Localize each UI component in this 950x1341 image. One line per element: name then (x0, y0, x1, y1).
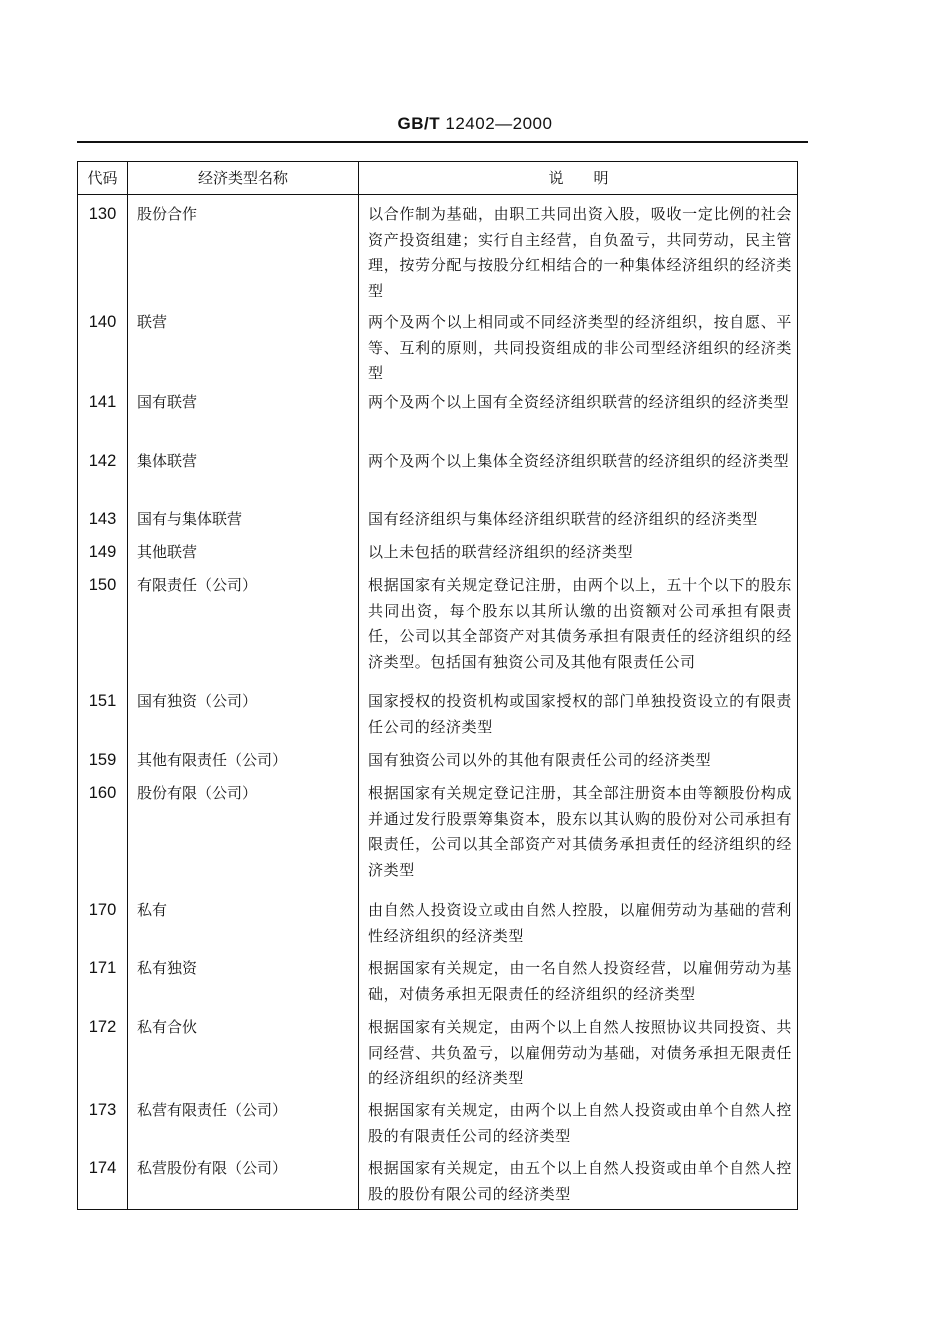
column-divider-name (358, 161, 359, 1210)
row-code: 149 (88, 543, 117, 561)
column-header-code: 代码 (87, 169, 118, 187)
standard-header (0, 114, 950, 134)
row-code: 150 (88, 576, 117, 594)
row-desc: 两个及两个以上相同或不同经济类型的经济组织，按自愿、平等、互利的原则，共同投资组成的非公司型经济组织的经济类型 (368, 313, 792, 382)
standard-prefix: GB/T (397, 114, 441, 133)
row-code: 174 (88, 1159, 117, 1177)
row-name: 联营 (137, 313, 168, 331)
row-desc: 以合作制为基础，由职工共同出资入股，吸收一定比例的社会资产投资组建；实行自主经营，自负盈亏，共同劳动，民主管理，按劳分配与按股分红相结合的一种集体经济组织的经济类型 (368, 205, 792, 300)
column-header-name: 经济类型名称 (197, 169, 288, 187)
row-code: 170 (88, 901, 117, 919)
row-code: 172 (88, 1018, 117, 1036)
row-code: 159 (88, 751, 117, 769)
row-name: 私营股份有限（公司） (137, 1159, 288, 1177)
row-desc: 根据国家有关规定，由五个以上自然人投资或由单个自然人控股的股份有限公司的经济类型 (368, 1159, 792, 1203)
column-divider-code (127, 161, 128, 1210)
row-name: 有限责任（公司） (137, 576, 258, 594)
column-header-desc: 说明 (548, 169, 639, 187)
row-desc: 根据国家有关规定，由一名自然人投资经营，以雇佣劳动为基础，对债务承担无限责任的经济组织的经济类型 (368, 959, 792, 1003)
row-code: 151 (88, 692, 117, 710)
row-code: 141 (88, 393, 117, 411)
row-desc: 两个及两个以上国有全资经济组织联营的经济组织的经济类型 (368, 393, 790, 411)
row-name: 股份合作 (137, 205, 198, 223)
row-code: 173 (88, 1101, 117, 1119)
row-code: 143 (88, 510, 117, 528)
row-desc: 由自然人投资设立或由自然人控股，以雇佣劳动为基础的营利性经济组织的经济类型 (368, 901, 792, 945)
row-name: 其他联营 (137, 543, 198, 561)
row-name: 国有与集体联营 (137, 510, 243, 528)
row-code: 142 (88, 452, 117, 470)
row-desc: 根据国家有关规定登记注册，其全部注册资本由等额股份构成并通过发行股票筹集资本，股东以其认购的股份对公司承担有限责任，公司以其全部资产对其债务承担责任的经济组织的经济类型 (368, 784, 792, 879)
row-name: 其他有限责任（公司） (137, 751, 288, 769)
row-name: 私有 (137, 901, 168, 919)
row-code: 140 (88, 313, 117, 331)
row-name: 私有独资 (137, 959, 198, 977)
row-desc: 国家授权的投资机构或国家授权的部门单独投资设立的有限责任公司的经济类型 (368, 692, 792, 736)
row-desc: 根据国家有关规定，由两个以上自然人按照协议共同投资、共同经营、共负盈亏，以雇佣劳动为基础，对债务承担无限责任的经济组织的经济类型 (368, 1018, 792, 1087)
row-desc: 根据国家有关规定登记注册，由两个以上，五十个以下的股东共同出资，每个股东以其所认缴的出资额对公司承担有限责任，公司以其全部资产对其债务承担有限责任的经济组织的经济类型。包括国有独资公司及其他有限责任公司 (368, 576, 792, 671)
row-desc: 两个及两个以上集体全资经济组织联营的经济组织的经济类型 (368, 452, 790, 470)
table-header-rule (77, 194, 798, 195)
row-desc: 国有独资公司以外的其他有限责任公司的经济类型 (368, 751, 712, 769)
row-desc: 国有经济组织与集体经济组织联营的经济组织的经济类型 (368, 510, 759, 528)
row-desc: 根据国家有关规定，由两个以上自然人投资或由单个自然人控股的有限责任公司的经济类型 (368, 1101, 792, 1145)
row-code: 130 (88, 205, 117, 223)
row-name: 私有合伙 (137, 1018, 198, 1036)
row-name: 国有独资（公司） (137, 692, 258, 710)
header-rule (77, 141, 808, 143)
row-name: 私营有限责任（公司） (137, 1101, 288, 1119)
row-name: 股份有限（公司） (137, 784, 258, 802)
row-name: 集体联营 (137, 452, 198, 470)
row-code: 160 (88, 784, 117, 802)
row-name: 国有联营 (137, 393, 198, 411)
standard-number: 12402—2000 (445, 114, 553, 133)
row-desc: 以上未包括的联营经济组织的经济类型 (368, 543, 634, 561)
row-code: 171 (88, 959, 117, 977)
